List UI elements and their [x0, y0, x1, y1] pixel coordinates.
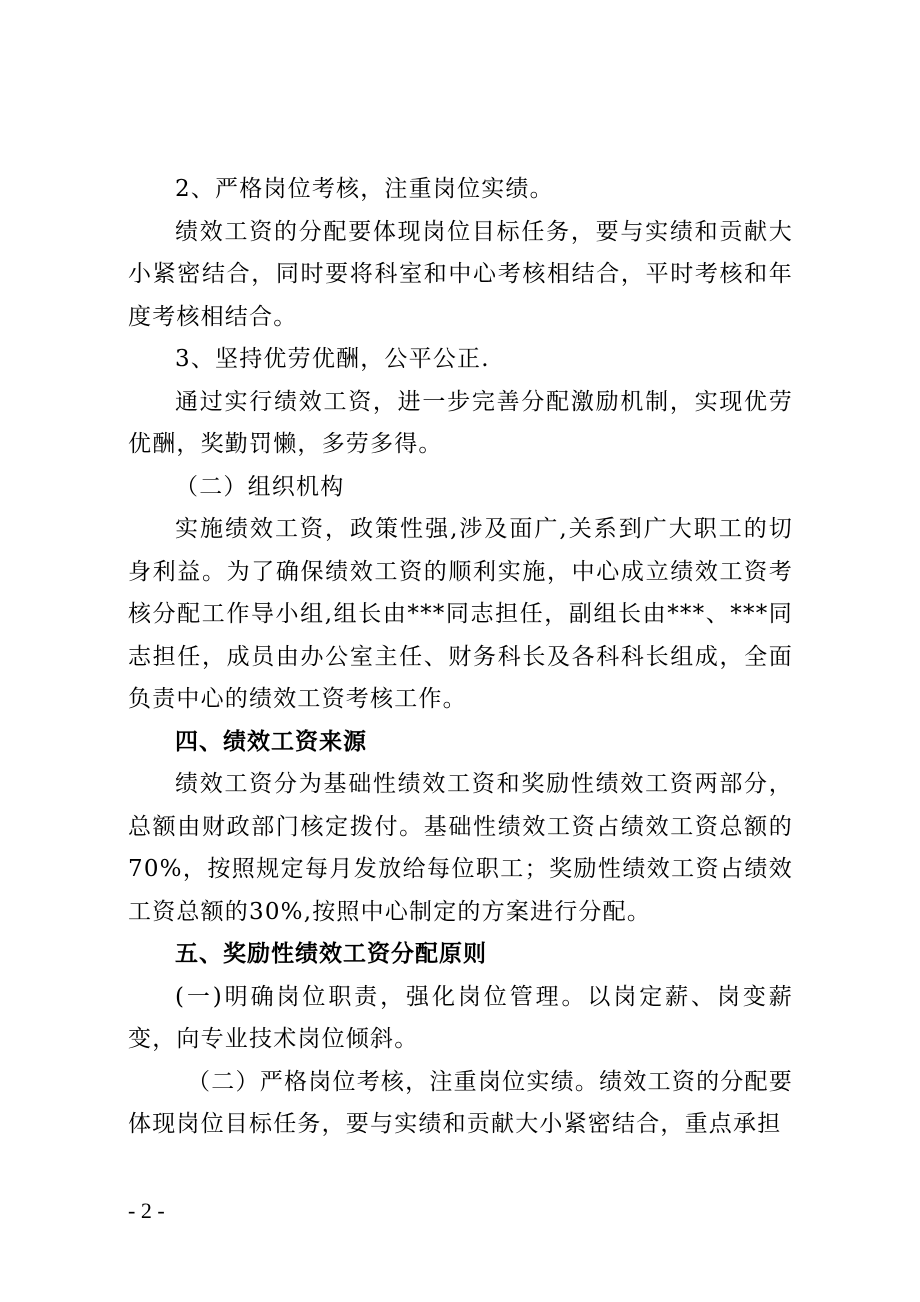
document-body [128, 168, 793, 1146]
paragraph: (一)明确岗位职责，强化岗位管理。以岗定薪、岗变薪变，向专业技术岗位倾斜。 [128, 983, 793, 1052]
paragraph: 绩效工资的分配要体现岗位目标任务，要与实绩和贡献大小紧密结合，同时要将科室和中心考核相结合，平时考核和年度考核相结合。 [128, 218, 793, 330]
section-heading: 四、绩效工资来源 [175, 728, 367, 755]
paragraph: 绩效工资分为基础性绩效工资和奖励性绩效工资两部分，总额由财政部门核定拨付。基础性绩效工资占绩效工资总额的70%，按照规定每月发放给每位职工；奖励性绩效工资占绩效工资总额的30%,按照中心制定的方案进行分配。 [128, 771, 793, 925]
paragraph: （二）严格岗位考核，注重岗位实绩。绩效工资的分配要体现岗位目标任务，要与实绩和贡献大小紧密结合，重点承担 [128, 1068, 793, 1137]
paragraph: （二）组织机构 [175, 473, 345, 500]
paragraph: 实施绩效工资，政策性强,涉及面广,关系到广大职工的切身利益。为了确保绩效工资的顺利实施，中心成立绩效工资考核分配工作导小组,组长由***同志担任，副组长由***、***同志担任，成员由办公室主任、财务科长及各科科长组成，全面负责中心的绩效工资考核工作。 [128, 516, 793, 712]
paragraph: 通过实行绩效工资，进一步完善分配激励机制，实现优劳优酬，奖勤罚懒，多劳多得。 [128, 388, 793, 457]
page-number: - 2 - [128, 1198, 165, 1223]
section-heading: 五、奖励性绩效工资分配原则 [175, 941, 487, 967]
paragraph: 2、严格岗位考核，注重岗位实绩。 [175, 176, 554, 202]
paragraph: 3、坚持优劳优酬，公平公正. [175, 346, 490, 372]
